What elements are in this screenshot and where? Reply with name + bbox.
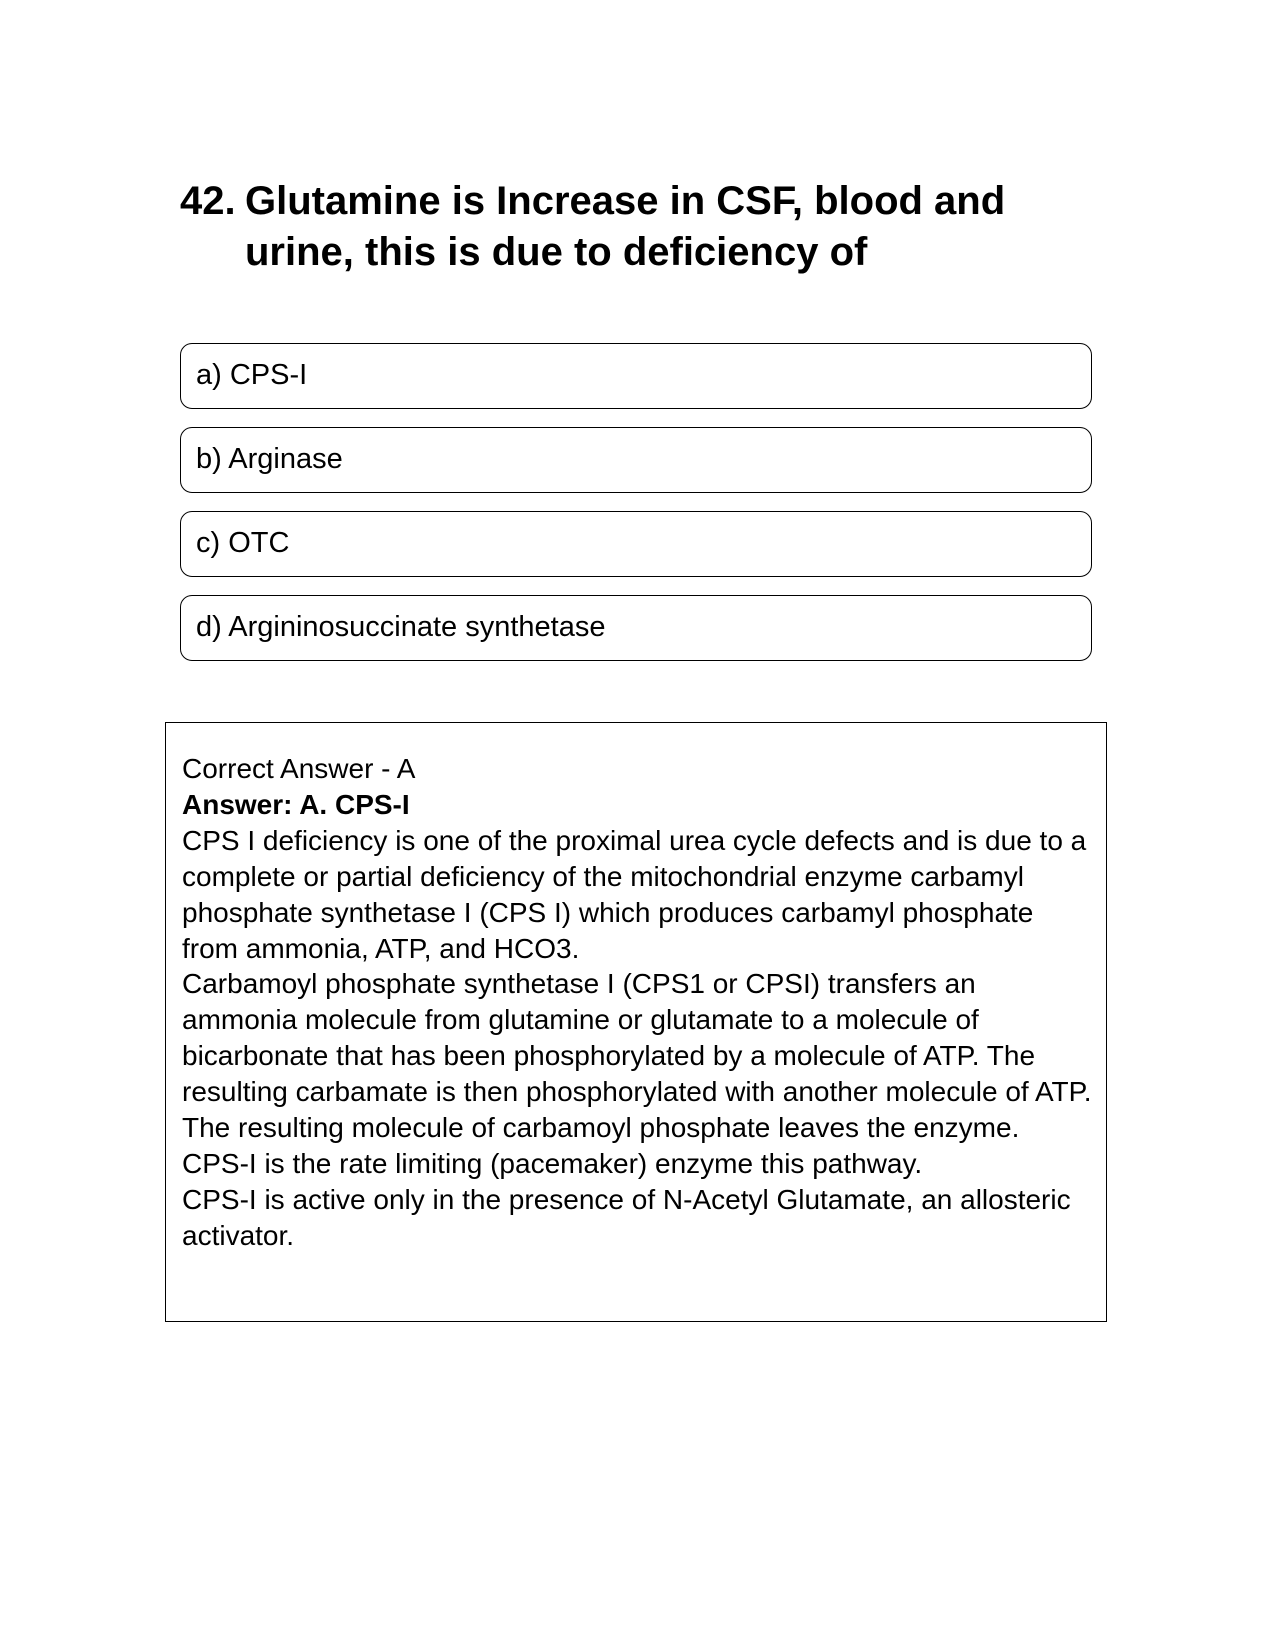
question-text-line-1: Glutamine is Increase in CSF, blood and: [245, 179, 1006, 223]
explanation-paragraph-4: CPS-I is active only in the presence of N-Acetyl Glutamate, an allosteric activator.: [182, 1183, 1071, 1251]
option-a[interactable]: a) CPS-I: [180, 343, 1092, 409]
question-number: 42.: [180, 179, 236, 223]
answer-heading: Answer: A. CPS-I: [182, 788, 410, 820]
question: [180, 176, 1080, 278]
explanation-paragraph-1: CPS I deficiency is one of the proximal urea cycle defects and is due to a complete or partial deficiency of the mitochondrial enzyme carbamyl phosphate synthetase I (CPS I) which produces carbamyl phosphate from ammonia, ATP, and HCO3.: [182, 824, 1087, 964]
answer-explanation-box: [165, 722, 1107, 1322]
correct-answer: Correct Answer - A: [182, 753, 416, 784]
question-text-line-2: urine, this is due to deficiency of: [245, 230, 868, 274]
option-d[interactable]: d) Argininosuccinate synthetase: [180, 595, 1092, 661]
explanation-paragraph-3: CPS-I is the rate limiting (pacemaker) enzyme this pathway.: [182, 1147, 923, 1179]
explanation-paragraph-2: Carbamoyl phosphate synthetase I (CPS1 or CPSI) transfers an ammonia molecule from glutamine or glutamate to a molecule of bicarbonate that has been phosphorylated by a molecule of ATP. The resulting carbamate is then phosphorylated with another molecule of ATP. The resulting molecule of carbamoyl phosphate leaves the enzyme.: [182, 968, 1092, 1144]
question-text: [245, 176, 1080, 278]
option-c[interactable]: c) OTC: [180, 511, 1092, 577]
option-b[interactable]: b) Arginase: [180, 427, 1092, 493]
